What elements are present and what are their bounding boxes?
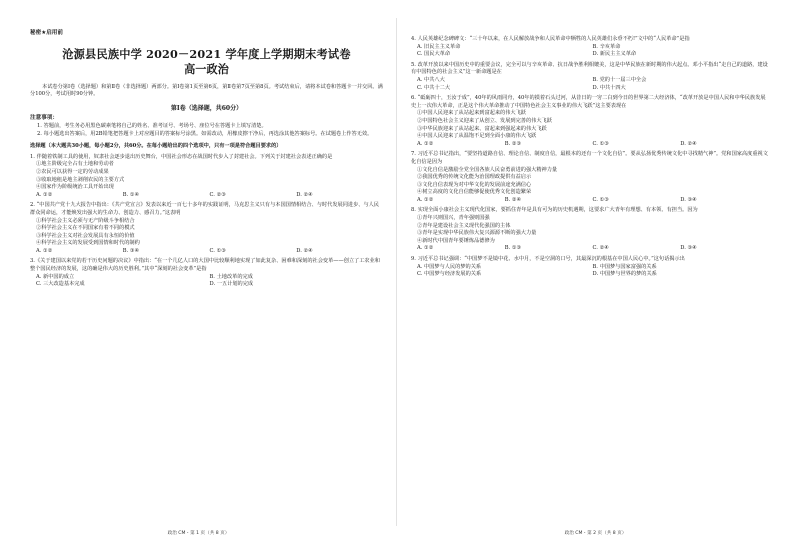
question-1 xyxy=(30,154,383,200)
page-footer: 政治 CM・第 1 页（共 8 页） xyxy=(167,531,230,537)
choice-d: D. 中共十四大 xyxy=(592,84,626,91)
choice-c: C. 三大改造基本完成 xyxy=(36,281,85,288)
choice-a: A. ①② xyxy=(417,196,434,203)
answer-choices xyxy=(411,141,768,149)
question-item: ②青年是建设社会主义现代化强国的主体 xyxy=(417,222,511,229)
section-heading: 选择题（本大题共30小题，每小题2分，共60分。在每小题给出的四个选项中，只有一项是符合题目要求的） xyxy=(30,143,282,150)
choice-d: D. ②④ xyxy=(296,191,313,198)
choice-b: B. ②④ xyxy=(504,196,522,203)
choice-c: C. ②③ xyxy=(209,191,226,198)
question-item: ①科学社会主义必须与无产阶级斗争相结合 xyxy=(36,217,135,224)
question-item: ②中国特色社会主义迎来了从创立、发展到完善的伟大飞跃 xyxy=(417,117,552,124)
choice-b: B. ③④ xyxy=(122,247,140,254)
choice-b: B. 土地改革的完成 xyxy=(209,273,253,280)
question-7 xyxy=(411,151,768,204)
choice-d: D. ③④ xyxy=(680,245,697,252)
question-stem: 8. 实现全面小康社会主义现代化国家，要抓住青年是具有可为的历史机遇期，这要求广大青年有理想、有本领、有担当。因为 xyxy=(411,207,698,214)
choice-c: C. ②④ xyxy=(592,245,609,252)
notice-2: 2. 每小题选出答案后，用2B铅笔把答题卡上对应题目的答案标号涂黑。如需改动，用橡皮擦干净后，再选涂其他答案标号。在试题卷上作答无效。 xyxy=(37,130,373,137)
choice-c: C. 中国梦与经济发展的关系 xyxy=(417,271,482,278)
question-item: ②我国优秀的传统文化能为治国理政提供有益启示 xyxy=(417,174,532,181)
right-page xyxy=(397,0,794,544)
question-item: ④新时代中国青年要锤炼品德修为 xyxy=(417,237,495,244)
choice-b: B. 党的十一届三中全会 xyxy=(592,76,647,83)
choice-d: D. ②④ xyxy=(296,247,313,254)
choice-a: A. ①② xyxy=(36,247,53,254)
choice-b: B. ①④ xyxy=(122,191,140,198)
question-stem: 4. 人民英雄纪念碑碑文：“三十年以来，在人民解放战争和人民革命中牺牲的人民英雄们永垂不朽!”文中的“人民革命”是指 xyxy=(411,36,690,42)
answer-choices xyxy=(30,248,383,256)
notice-1: 1. 答题前，考生务必用黑色碳素笔将自己的姓名、准考证号、考场号、座位号在答题卡上填写清楚。 xyxy=(37,122,267,129)
answer-choices xyxy=(411,197,768,205)
question-9 xyxy=(411,256,768,279)
question-item: ②农民可以获得一定的劳动成果 xyxy=(36,168,109,175)
choice-b: B. 中国梦与国家富强的关系 xyxy=(592,263,657,270)
choice-c: C. 国民大革命 xyxy=(417,51,451,58)
exam-title: 沧源县民族中学 2020－2021 学年度上学期期末考试卷 xyxy=(62,46,351,61)
question-item: ②科学社会主义在不同国家有着不同的模式 xyxy=(36,225,135,232)
question-item: ③收取地租是地主剥削农民的主要方式 xyxy=(36,176,125,183)
question-item: ④科学社会主义的发展受到国情和时代的制约 xyxy=(36,240,140,247)
answer-choices xyxy=(30,274,383,289)
question-stem: 7. 习近平总书记指出，“要坚持道路自信、理论自信、制度自信，最根本的还有一个文化自信”。要从弘扬优秀传统文化中寻找精气神”。党和国家高度重视文化自信是因为 xyxy=(411,151,768,165)
choice-a: A. ①② xyxy=(417,140,434,147)
question-item: ④中国人民迎来了从温饱不足到全面小康的伟大飞跃 xyxy=(417,133,537,140)
choice-d: D. 一五计划的完成 xyxy=(209,281,254,288)
choice-d: D. 新民主主义革命 xyxy=(592,51,637,58)
choice-a: A. 中共八大 xyxy=(417,76,445,83)
question-item: ①青年兴则国兴，青年强则国强 xyxy=(417,215,490,222)
question-2 xyxy=(30,202,383,255)
choice-c: C. ①③ xyxy=(592,196,609,203)
choice-a: A. 旧民主主义革命 xyxy=(417,43,461,50)
choice-b: B. ①③ xyxy=(504,245,522,252)
answer-choices xyxy=(411,245,768,253)
choice-c: C. 中共十二大 xyxy=(417,84,451,91)
question-5 xyxy=(411,62,768,92)
choice-a: A. ①② xyxy=(417,245,434,252)
question-item: ③科学社会主义对社会发展具有永恒的价值 xyxy=(36,232,135,239)
choice-c: C. ①③ xyxy=(209,247,226,254)
choice-d: D. ②④ xyxy=(680,140,697,147)
question-item: ③文化自信表现为对中华文化的发展前途充满信心 xyxy=(417,181,532,188)
question-item: ①文化自信是激励全党全国各族人民奋勇前进的强大精神力量 xyxy=(417,166,558,173)
question-8 xyxy=(411,207,768,253)
choice-a: A. 中国梦与人民的梦的关系 xyxy=(417,263,482,270)
question-6 xyxy=(411,95,768,148)
question-3 xyxy=(30,258,383,288)
question-item: ③中华民族迎来了从站起来、富起来到强起来的伟大飞跃 xyxy=(417,125,547,132)
intro-text: 本试卷分第Ⅰ卷（选择题）和第Ⅱ卷（非选择题）两部分。第Ⅰ卷第1页至第6页，第Ⅱ卷第7页至第8页。考试结束后，请将本试卷和答题卡一并交回。满分100分，考试用时90分钟。 xyxy=(30,83,383,98)
question-item: ①中国人民迎来了从站起来到富起来的伟大飞跃 xyxy=(417,110,526,117)
question-item: ④树立高度的文化自信能够促使优秀文化创造繁荣 xyxy=(417,189,532,196)
question-item: ③青年是实现中华民族伟大复兴源源不断的强大力量 xyxy=(417,230,537,237)
question-stem: 2. “中国共产党十九大报告中指出：《共产党宣言》发表以来近一百七十多年的实践证明，马克思主义只有与本国国情相结合、与时代发展同进步、与人民群众同命运，才能焕发出强大的生命力、创造力、感召力。”这表明 xyxy=(30,202,380,216)
choice-a: A. ①② xyxy=(36,191,53,198)
page-footer: 政治 CM・第 2 页（共 8 页） xyxy=(564,531,627,537)
choice-d: D. ③④ xyxy=(680,196,697,203)
question-item: ①地主阶级完全占有土地和劳动者 xyxy=(36,161,114,168)
choice-a: A. 新中国的成立 xyxy=(36,273,75,280)
choice-b: B. 辛亥革命 xyxy=(592,43,621,50)
answer-choices xyxy=(30,192,383,200)
part1-heading: 第Ⅰ卷（选择题，共60分） xyxy=(170,104,243,112)
choice-d: D. 中国梦与世界的梦的关系 xyxy=(592,271,657,278)
notice-title: 注意事项： xyxy=(30,115,58,122)
secret-label: 秘密★启用前 xyxy=(30,30,63,36)
question-4 xyxy=(411,36,768,59)
question-stem: 6. “砥砺四十，玉汝于成”，40年的风雨同舟，40年的摸着石头过河，从昔日的一穷二白到今日的世界第二大经济体，“改革开放是中国人民和中华民族发展史上一次伟大革命，正是这个伟大革命推动了中国特色社会主义事业的伟大飞跃”这主要表现在 xyxy=(411,95,766,109)
question-stem: 5. 改革开放以来中国历史中的重要会议，完全可以与辛亥革命、抗日战争胜利相媲美，这是中华民族在新时期的伟大起点。邓小平指出“走自己的道路，建设有中国特色的社会主义”这一新命题是在 xyxy=(411,61,768,76)
question-stem: 1. 伴随着铁制工具的使用，奴隶社会逐步退出历史舞台，中国社会形态在战国时代步入了封建社会。下列关于封建社会表述正确的是 xyxy=(30,153,333,160)
choice-b: B. ②③ xyxy=(504,140,522,147)
answer-choices xyxy=(411,77,768,92)
choice-c: C. ①③ xyxy=(592,140,609,147)
question-stem: 9. 习近平总书记强调：“中国梦不是镜中花、水中月，不是空洞的口号，其最深沉的根基在中国人民心中。”这句话揭示出 xyxy=(411,256,685,263)
question-stem: 3.《关于建国以来党的若干历史问题的决议》中指出：“在一个几亿人口的大国中比较顺利地实现了如此复杂、困难和深刻的社会变革——创立了工农业和整个国民经济的发展，这的确是伟大的历史胜利。”其中“深刻的社会变革”是指 xyxy=(30,258,380,273)
answer-choices xyxy=(411,264,768,279)
question-item: ④国家作为阶级统治工具开始出现 xyxy=(36,184,114,191)
exam-subtitle: 高一政治 xyxy=(184,61,229,76)
answer-choices xyxy=(411,44,768,59)
